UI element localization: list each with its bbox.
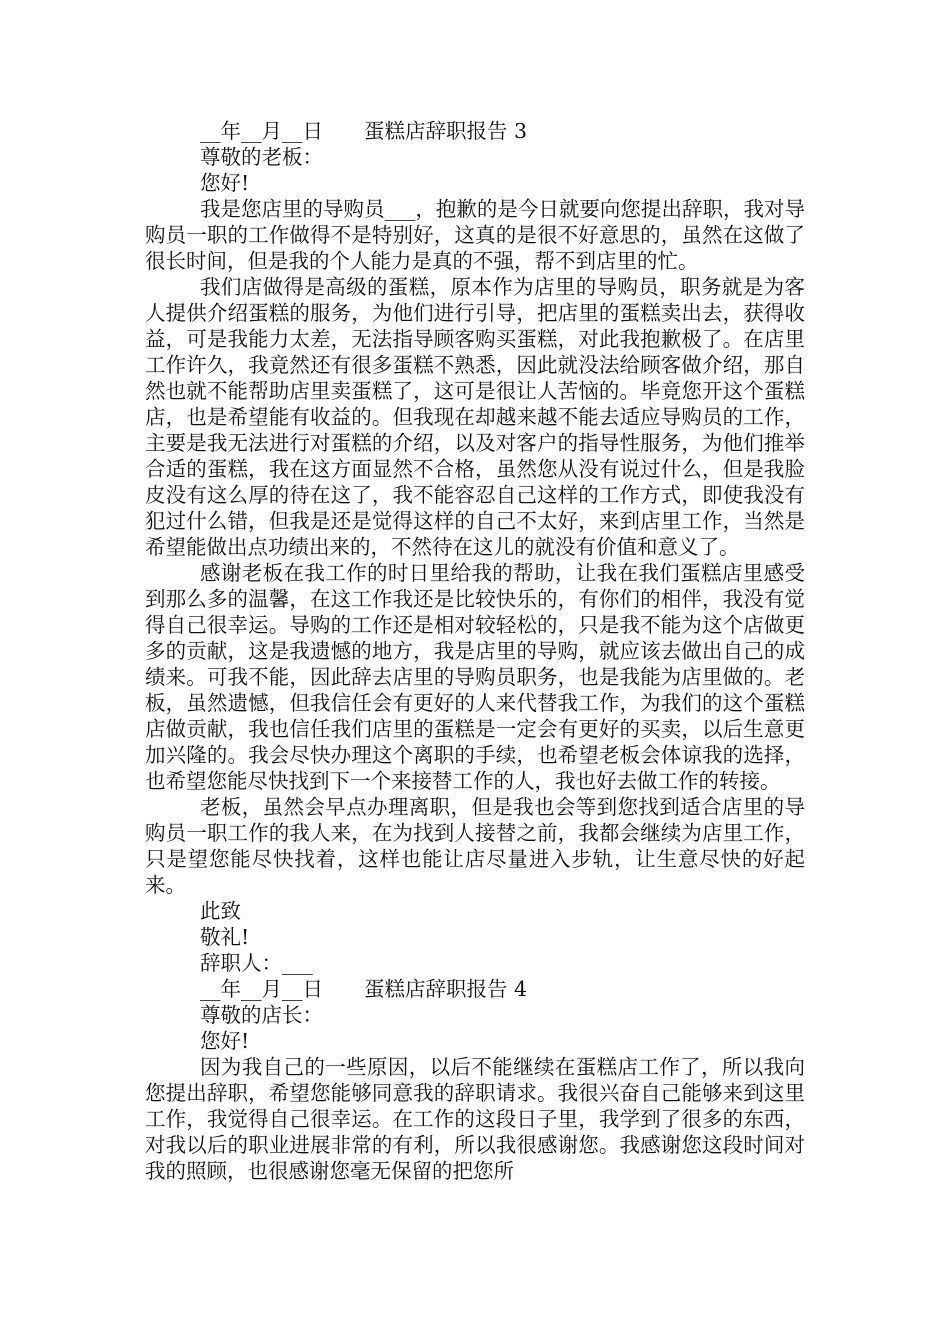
- date-heading-3: __年__月__日 蛋糕店辞职报告 3: [200, 119, 528, 143]
- greeting: 您好!: [200, 171, 250, 195]
- body-paragraph: 我是您店里的导购员___，抱歉的是今日就要向您提出辞职，我对导购员一职的工作做得不是特别好，这真的是很不好意思的，虽然在这做了很长时间，但是我的个人能力是真的不强，帮不到店里的忙。: [145, 197, 805, 273]
- greeting: 您好!: [200, 1029, 250, 1053]
- salutation: 尊敬的老板：: [200, 145, 323, 169]
- body-paragraph: 因为我自己的一些原因，以后不能继续在蛋糕店工作了，所以我向您提出辞职，希望您能够同意我的辞职请求。我很兴奋自己能够来到这里工作，我觉得自己很幸运。在工作的这段日子里，我学到了很多的东西，对我以后的职业进展非常的有利，所以我很感谢您。我感谢您这段时间对我的照顾，也很感谢您毫无保留的把您所: [145, 1055, 805, 1183]
- document-page: [145, 118, 805, 1184]
- salutation: 尊敬的店长：: [200, 1003, 323, 1027]
- closing-line: 敬礼!: [200, 925, 250, 949]
- body-paragraph: 我们店做得是高级的蛋糕，原本作为店里的导购员，职务就是为客人提供介绍蛋糕的服务，为他们进行引导，把店里的蛋糕卖出去，获得收益，可是我能力太差，无法指导顾客购买蛋糕，对此我抱歉极了。在店里工作许久，我竟然还有很多蛋糕不熟悉，因此就没法给顾客做介绍，那自然也就不能帮助店里卖蛋糕了，这可是很让人苦恼的。毕竟您开这个蛋糕店，也是希望能有收益的。但我现在却越来越不能去适应导购员的工作，主要是我无法进行对蛋糕的介绍，以及对客户的指导性服务，为他们推举合适的蛋糕，我在这方面显然不合格，虽然您从没有说过什么，但是我脸皮没有这么厚的待在这了，我不能容忍自己这样的工作方式，即使我没有犯过什么错，但我是还是觉得这样的自己不太好，来到店里工作，当然是希望能做出点功绩出来的，不然待在这儿的就没有价值和意义了。: [145, 275, 805, 559]
- body-paragraph: 感谢老板在我工作的时日里给我的帮助，让我在我们蛋糕店里感受到那么多的温馨，在这工作我还是比较快乐的，有你们的相伴，我没有觉得自己很幸运。导购的工作还是相对较轻松的，只是我不能为这个店做更多的贡献，这是我遗憾的地方，我是店里的导购，就应该去做出自己的成绩来。可我不能，因此辞去店里的导购员职务，也是我能为店里做的。老板，虽然遗憾，但我信任会有更好的人来代替我工作，为我们的这个蛋糕店做贡献，我也信任我们店里的蛋糕是一定会有更好的买卖，以后生意更加兴隆的。我会尽快办理这个离职的手续，也希望老板会体谅我的选择，也希望您能尽快找到下一个来接替工作的人，我也好去做工作的转接。: [145, 561, 805, 793]
- closing-line: 此致: [200, 899, 241, 923]
- date-heading-4: __年__月__日 蛋糕店辞职报告 4: [200, 977, 528, 1001]
- body-paragraph: 老板，虽然会早点办理离职，但是我也会等到您找到适合店里的导购员一职工作的我人来，在为找到人接替之前，我都会继续为店里工作，只是望您能尽快找着，这样也能让店尽量进入步轨，让生意尽快的好起来。: [145, 795, 805, 897]
- signature-line: 辞职人：___: [200, 951, 313, 975]
